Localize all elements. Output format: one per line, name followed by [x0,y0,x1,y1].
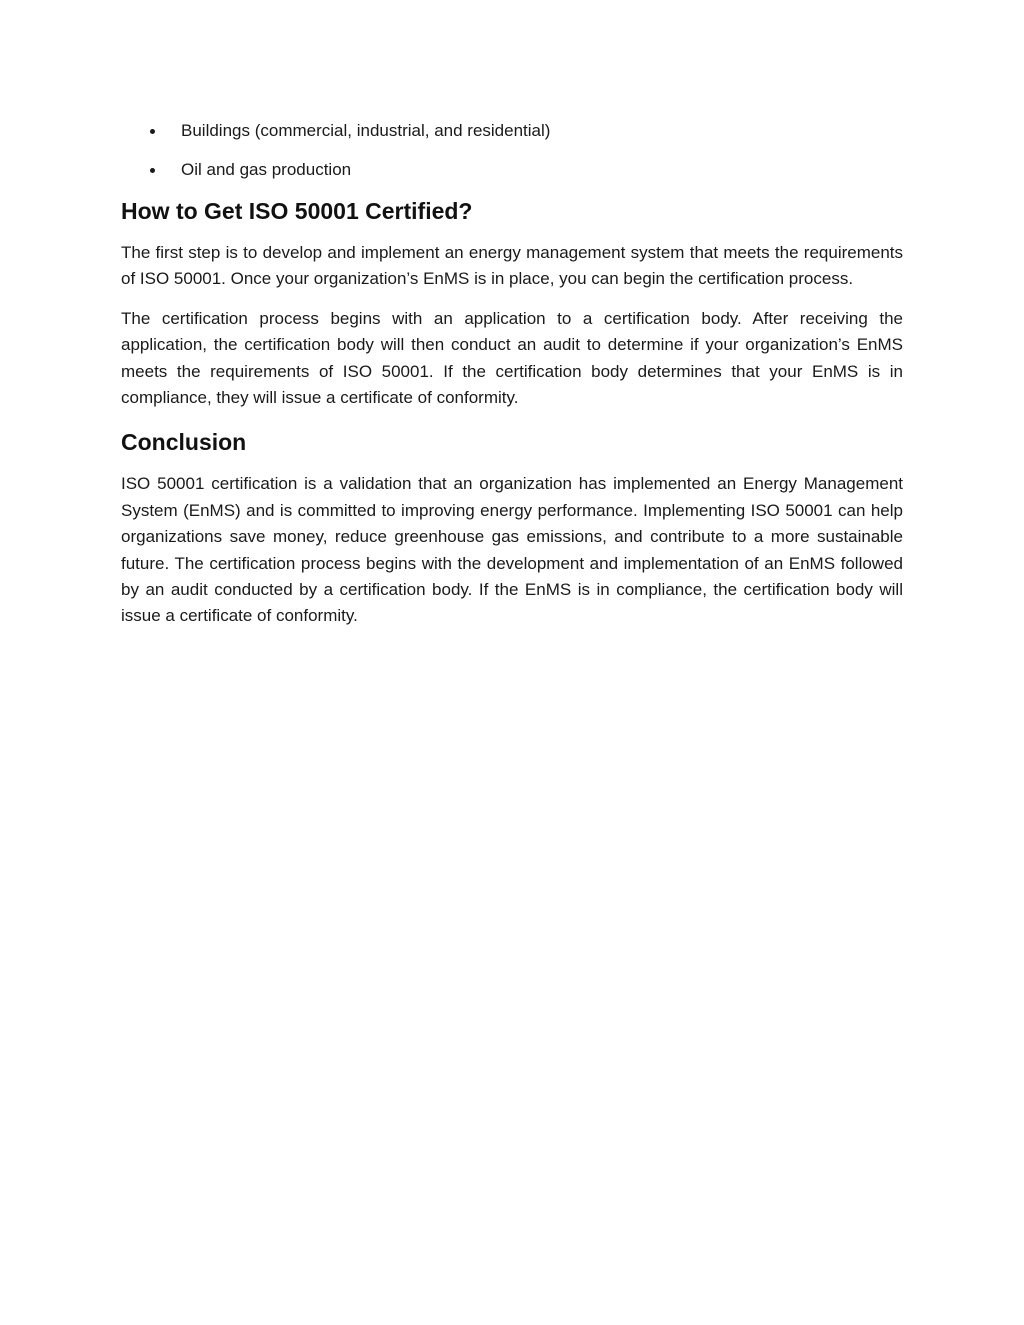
list-item-text: Buildings (commercial, industrial, and residential) [181,121,551,140]
bullet-icon [150,168,155,173]
document-page [121,118,903,643]
paragraph: The certification process begins with an application to a certification body. After receiving the application, the certification body will then conduct an audit to determine if your organization’s EnMS meets the requirements of ISO 50001. If the certification body determines that your EnMS is in compliance, they will issue a certificate of conformity. [121,308,903,408]
section-heading: Conclusion [121,429,247,456]
list-item-text: Oil and gas production [181,160,352,179]
section-heading: How to Get ISO 50001 Certified? [121,198,473,224]
list-item [121,157,903,183]
paragraph: ISO 50001 certification is a validation that an organization has implemented an Energy Management System (EnMS) and is committed to improving energy performance. Implementing ISO 50001 can help organizations save money, reduce greenhouse gas emissions, and contribute to a more sustainable future. The certification process begins with the development and implementation of an EnMS followed by an audit conducted by a certification body. If the EnMS is in compliance, the certification body will issue a certificate of conformity. [121,474,903,626]
paragraph: The first step is to develop and implement an energy management system that meets the requirements of ISO 50001. Once your organization’s EnMS is in place, you can begin the certification process. [121,243,903,289]
bullet-icon [150,129,155,134]
list-item [121,118,903,144]
bullet-list [121,118,903,183]
